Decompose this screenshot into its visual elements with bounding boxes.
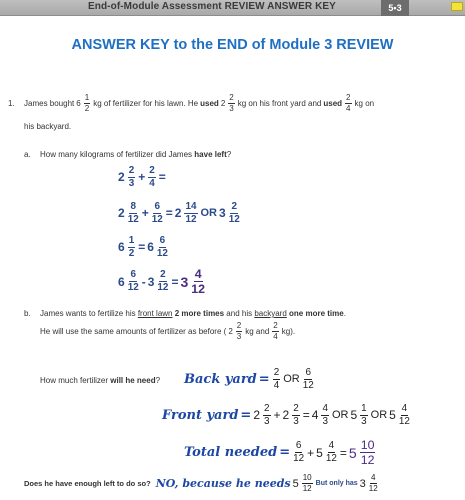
- step2-expression: 2 $\frac{8}{12}$ + $\frac{6}{12}$ = 2 $\frac{14}{12}$ OR 3 $\frac{2}{12}$: [118, 201, 240, 225]
- part-b-line1: James wants to fertilize his front lawn 2 more times and his backyard one more time.: [40, 309, 346, 318]
- problem-statement-line2: his backyard.: [24, 122, 72, 131]
- backyard-answer: Back yard = $\frac{2}{4}$ OR $\frac{6}{12}$: [184, 367, 314, 391]
- lesson-badge: 5•3: [381, 0, 409, 16]
- part-a-question: How many kilograms of fertilizer did James have left?: [40, 150, 232, 159]
- problem-statement-line1: James bought 6 $\frac{1}{2}$ kg of fertilizer for his lawn. He used 2 $\frac{2}{3}$ kg on his front yard and used $\frac{2}{4}$ kg on: [24, 93, 375, 114]
- step1-expression: 2 $\frac{2}{3}$ + $\frac{2}{4}$ =: [118, 165, 166, 189]
- header-title: End-of-Module Assessment REVIEW ANSWER KEY: [88, 1, 336, 12]
- header-bar: [0, 0, 465, 16]
- enough-left-question: Does he have enough left to do so? NO, because he needs 5 $\frac{10}{12}$ But only has 3 $\frac{4}{12}$: [24, 473, 378, 494]
- part-b-question: How much fertilizer will he need?: [40, 376, 161, 385]
- part-b-line2: He will use the same amounts of fertilizer as before ( 2 $\frac{2}{3}$ kg and $\frac{2}{4}$ kg).: [40, 321, 296, 342]
- part-b-label: b.: [24, 309, 31, 318]
- total-needed-answer: Total needed = $\frac{6}{12}$ + 5 $\frac{4}{12}$ = 5 $\frac{10}{12}$: [184, 438, 375, 468]
- step4-answer: 6 $\frac{6}{12}$ - 3 $\frac{2}{12}$ = 3 $\frac{4}{12}$: [118, 267, 206, 297]
- step3-expression: 6 $\frac{1}{2}$ = 6 $\frac{6}{12}$: [118, 235, 168, 259]
- frontyard-answer: Front yard = 2 $\frac{2}{3}$ + 2 $\frac{2}{3}$ = 4 $\frac{4}{3}$ OR 5 $\frac{1}{3}$ OR 5 $\frac{4}{12}$: [162, 403, 410, 427]
- problem-number: 1.: [8, 99, 15, 108]
- corner-tab: [451, 2, 463, 11]
- page-title: ANSWER KEY to the END of Module 3 REVIEW: [71, 37, 394, 53]
- part-a-label: a.: [24, 150, 31, 159]
